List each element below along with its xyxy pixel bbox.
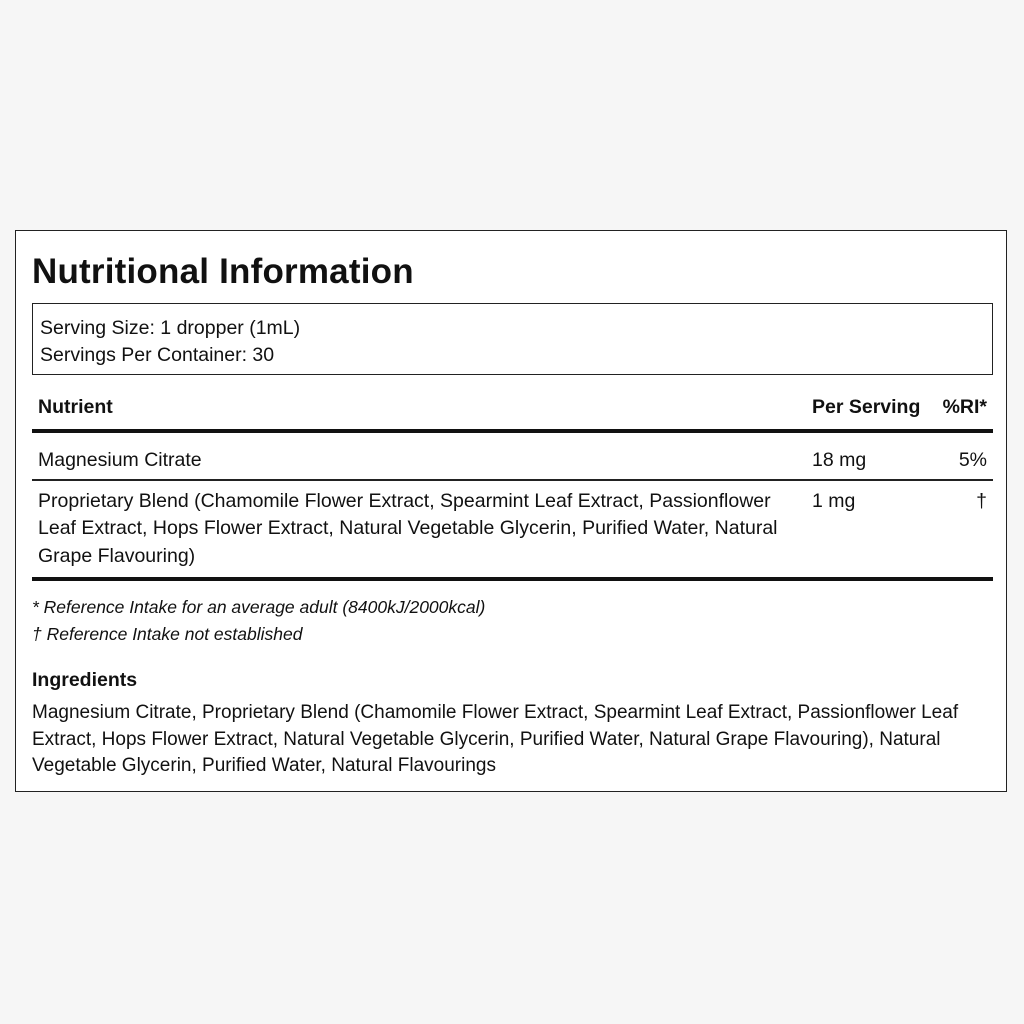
table-header-row [32,393,993,429]
footnotes [32,594,485,648]
table-row [32,481,993,577]
nutrient-amount: 1 mg [812,489,856,512]
footnote-reference-intake: * Reference Intake for an average adult (8400kJ/2000kcal) [32,597,486,617]
column-header-per-serving: Per Serving [812,396,921,418]
column-header-ri: %RI* [942,396,987,418]
footnote-not-established: † Reference Intake not established [32,624,303,644]
table-bottom-divider [32,577,993,581]
serving-info-box [32,303,993,375]
nutrient-name: Magnesium Citrate [38,449,202,471]
nutrient-name: Proprietary Blend (Chamomile Flower Extract, Spearmint Leaf Extract, Passionflower Leaf Extract, Hops Flower Extract, Natural Vegetable Glycerin, Purified Water, Natural Grape Flavouring) [38,489,778,567]
servings-per-container: Servings Per Container: 30 [40,344,275,366]
nutrient-ri: 5% [958,449,987,471]
column-header-nutrient: Nutrient [38,396,113,418]
table-row [32,433,993,479]
nutrient-ri: † [976,489,987,512]
nutrient-amount: 18 mg [812,449,867,471]
label-title: Nutritional Information [32,252,414,291]
nutrition-label [15,230,1007,792]
serving-size: Serving Size: 1 dropper (1mL) [40,317,301,339]
nutrient-table [32,393,993,581]
ingredients-text: Magnesium Citrate, Proprietary Blend (Chamomile Flower Extract, Spearmint Leaf Extract, Passionflower Leaf Extract, Hops Flower Extract, Natural Vegetable Glycerin, Purified Water, Natural Grape Flavouring), Natural Vegetable Glycerin, Purified Water, Natural Flavourings [32,702,959,776]
ingredients-heading: Ingredients [32,669,138,691]
